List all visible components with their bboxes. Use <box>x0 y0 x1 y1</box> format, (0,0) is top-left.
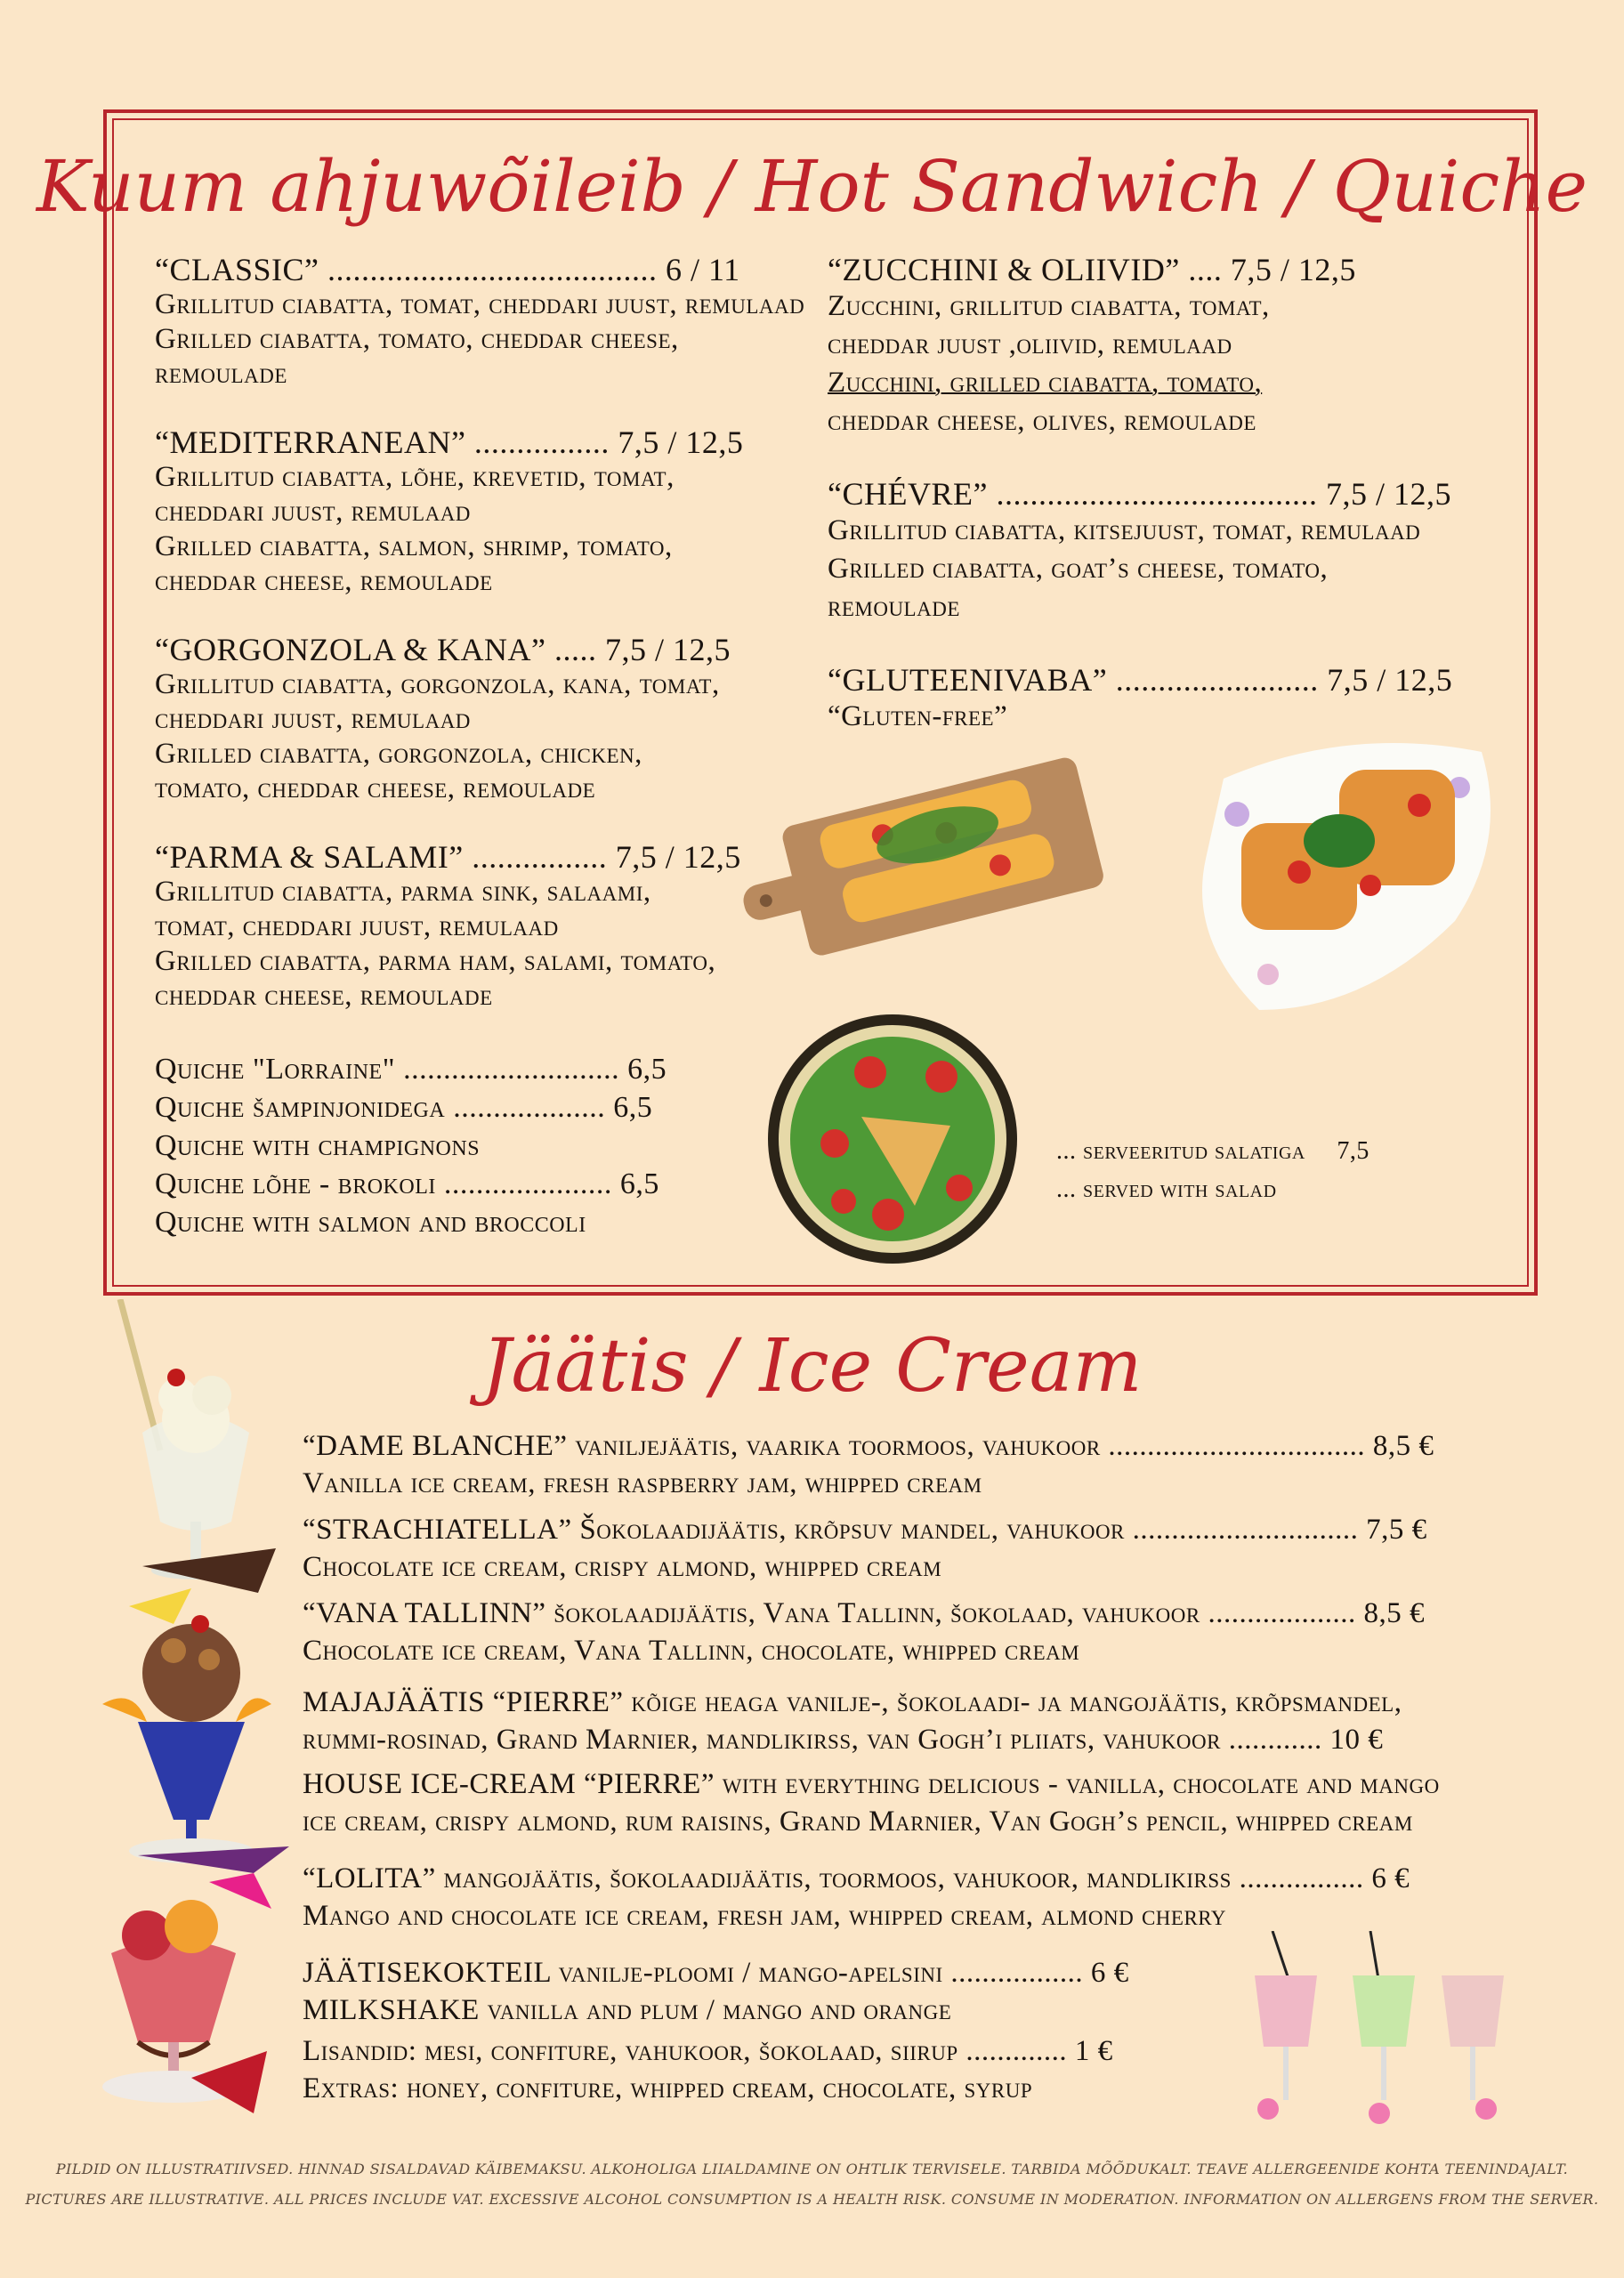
menu-item-chevre: “CHÉVRE” ...................................... 7,5 / 12,5 Grillitud ciabatta, kitsejuust, tomat, remulaad Grilled ciabatta, goat’s cheese, tomato, remoulade <box>828 476 1451 623</box>
footer-et: PILDID ON ILLUSTRATIIVSED. HINNAD SISALDAVAD KÄIBEMAKSU. ALKOHOLIGA LIIALDAMINE ON OHTLIK TERVISELE. TARBIDA MÕÕDUKALT. TEAVE ALLERGEENIDE KOHTA TEENINDAJALT. <box>55 2161 1569 2177</box>
sandwich-board-photo <box>739 739 1130 979</box>
ice-cream-extras: Lisandid: mesi, confiture, vahukoor, šokolaad, siirup ............. 1 € Extras: honey, confiture, whipped cream, chocolate, syrup <box>303 2035 1113 2104</box>
milkshake-photo <box>1228 1931 1522 2127</box>
menu-item-parma: “PARMA & SALAMI” ................ 7,5 / 12,5 Grillitud ciabatta, parma sink, salaami, tomat, cheddari juust, remulaad Grilled ciabatta, parma ham, salami, tomato, cheddar cheese, remoulade <box>155 839 741 1012</box>
ice-cream-pierre-et: MAJAJÄÄTIS “PIERRE” kõige heaga vanilje-, šokolaadi- ja mangojäätis, krõpsmandel, rummi-rosinad, Grand Marnier, mandlikirss, van Gogh’i pliiats, vahukoor ............ 10 € <box>303 1686 1402 1756</box>
strachiatella-photo <box>93 1588 298 1873</box>
hot-right-column <box>828 252 1504 769</box>
ice-cream-strachiatella: “STRACHIATELLA” Šokolaadijäätis, krõpsuv mandel, vahukoor ............................. 7,5 € Chocolate ice cream, crispy almond, whipped cream <box>303 1514 1427 1583</box>
quiche-champignons: Quiche šampinjonidega ................... 6,5 <box>155 1091 653 1124</box>
ice-cream-pierre-en: HOUSE ICE-CREAM “PIERRE” with everything delicious - vanilla, chocolate and mango ice cream, crispy almond, rum raisins, Grand Marnier, Van Gogh’s pencil, whipped cream <box>303 1768 1440 1838</box>
ice-cream-cocktail: JÄÄTISEKOKTEIL vanilje-ploomi / mango-apelsini ................. 6 € MILKSHAKE vanilla and plum / mango and orange <box>303 1957 1129 2026</box>
menu-item-mediterranean: “MEDITERRANEAN” ................ 7,5 / 12,5 Grillitud ciabatta, lõhe, krevetid, tomat, cheddari juust, remulaad Grilled ciabatta, salmon, shrimp, tomato, cheddar cheese, remoulade <box>155 424 744 597</box>
menu-item-zucchini: “ZUCCHINI & OLIIVID” .... 7,5 / 12,5 Zucchini, grillitud ciabatta, tomat, cheddar juust ,oliivid, remulaad Zucchini, grilled ciabatta, tomato, cheddar cheese, olives, remoulade <box>828 252 1356 437</box>
hot-left-column <box>155 252 805 1046</box>
menu-item-classic: “CLASSIC” ....................................... 6 / 11 Grillitud ciabatta, tomat, cheddari juust, remulaad Grilled ciabatta, tomato, cheddar cheese, remoulade <box>155 252 805 390</box>
quiche-salmon: Quiche lõhe - brokoli ..................... 6,5 <box>155 1167 659 1200</box>
dame-blanche-photo <box>107 1299 285 1602</box>
ice-cream-vana-tallinn: “VANA TALLINN” šokolaadijäätis, Vana Tallinn, šokolaad, vahukoor ................... 8,5 € Chocolate ice cream, Vana Tallinn, chocolate, whipped cream <box>303 1597 1425 1667</box>
menu-item-gluten-free: “GLUTEENIVABA” ........................ 7,5 / 12,5 “Gluten-free” <box>828 662 1453 732</box>
hot-sandwich-title: Kuum ahjuwõileib / Hot Sandwich / Quiche <box>36 145 1588 228</box>
footer-en: PICTURES ARE ILLUSTRATIVE. ALL PRICES INCLUDE VAT. EXCESSIVE ALCOHOL CONSUMPTION IS A HEALTH RISK. CONSUME IN MODERATION. INFORMATION ON ALLERGENS FROM THE SERVER. <box>25 2191 1599 2208</box>
quiche-salad-photo <box>764 1010 1022 1268</box>
ice-cream-dame-blanche: “DAME BLANCHE” vaniljejäätis, vaarika toormoos, vahukoor ................................. 8,5 € Vanilla ice cream, fresh raspberry jam, whipped cream <box>303 1430 1434 1499</box>
ice-cream-lolita: “LOLITA” mangojäätis, šokolaadijäätis, toormoos, vahukoor, mandlikirss ................ 6 € Mango and chocolate ice cream, fresh jam, whipped cream, almond cherry <box>303 1862 1410 1932</box>
quiche-lorraine: Quiche "Lorraine" ........................... 6,5 <box>155 1053 667 1086</box>
quiche-list: Quiche "Lorraine" ........................... 6,5 Quiche šampinjonidega ................... 6,5 Quiche with champignons Quiche lõhe - brokoli ..................... 6,5 Quiche with salmon and broccoli <box>155 1050 724 1241</box>
lolita-photo <box>76 1873 280 2122</box>
sandwich-plate-photo <box>1188 716 1508 1019</box>
menu-item-gorgonzola: “GORGONZOLA & KANA” ..... 7,5 / 12,5 Grillitud ciabatta, gorgonzola, kana, tomat, cheddari juust, remulaad Grilled ciabatta, gorgonzola, chicken, tomato, cheddar cheese, remoulade <box>155 632 731 804</box>
salad-note: ... serveeritud salatiga 7,5 ... served with salad <box>1056 1137 1369 1203</box>
ice-cream-title: Jäätis / Ice Cream <box>481 1324 1143 1409</box>
